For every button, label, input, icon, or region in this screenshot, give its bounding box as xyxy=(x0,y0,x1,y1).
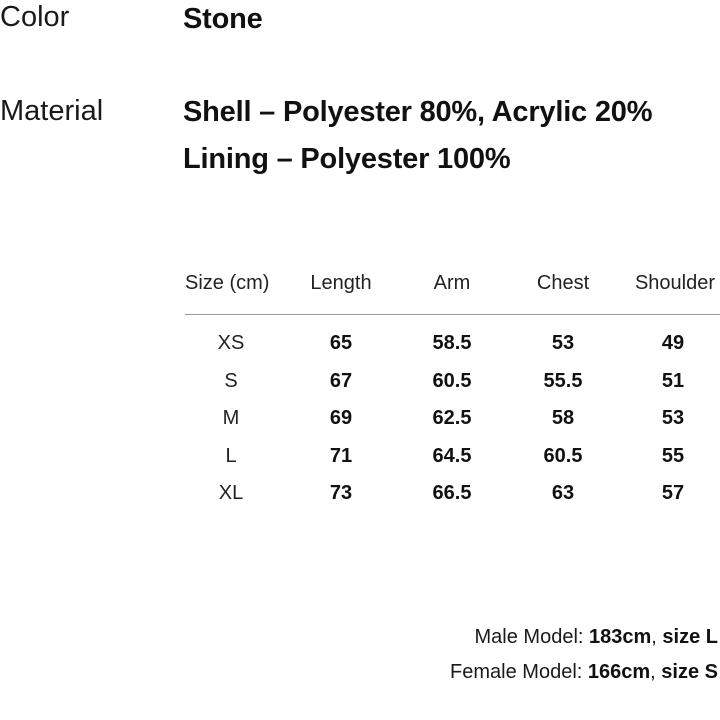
table-row xyxy=(185,370,720,408)
female-model-size: size S xyxy=(661,661,718,683)
cell-chest: 55.5 xyxy=(543,369,583,392)
header-chest: Chest xyxy=(536,272,590,294)
cell-shoulder: 51 xyxy=(661,369,685,392)
cell-chest: 60.5 xyxy=(543,444,583,467)
cell-size: S xyxy=(224,369,238,392)
cell-size: XS xyxy=(217,332,245,354)
table-row xyxy=(185,445,720,483)
female-model-info xyxy=(450,661,718,684)
cell-chest: 58 xyxy=(551,407,575,429)
cell-length: 67 xyxy=(329,369,353,392)
female-model-label: Female Model: xyxy=(450,661,583,683)
size-table-header xyxy=(185,272,720,304)
cell-size: L xyxy=(225,444,237,467)
header-size: Size (cm) xyxy=(185,272,270,294)
material-shell-line: Shell – Polyester 80%, Acrylic 20% xyxy=(183,96,653,128)
cell-chest: 53 xyxy=(551,332,575,354)
header-shoulder: Shoulder xyxy=(634,272,716,294)
cell-shoulder: 53 xyxy=(661,407,685,429)
cell-shoulder: 55 xyxy=(661,444,685,467)
cell-length: 71 xyxy=(329,444,353,467)
cell-shoulder: 57 xyxy=(661,482,685,504)
color-label: Color xyxy=(0,1,70,33)
cell-length: 65 xyxy=(329,332,353,354)
cell-arm: 60.5 xyxy=(432,369,472,392)
cell-size: XL xyxy=(218,482,244,504)
header-divider xyxy=(185,314,720,315)
female-model-height: 166cm xyxy=(587,661,651,683)
cell-arm: 62.5 xyxy=(432,407,472,429)
cell-length: 69 xyxy=(329,407,353,429)
female-model-separator: , xyxy=(650,661,656,683)
material-lining-line: Lining – Polyester 100% xyxy=(183,143,511,175)
table-row xyxy=(185,332,720,370)
cell-size: M xyxy=(222,407,240,429)
header-length: Length xyxy=(310,272,372,294)
male-model-height: 183cm xyxy=(589,626,652,648)
cell-chest: 63 xyxy=(551,482,575,504)
cell-length: 73 xyxy=(329,482,353,504)
table-row xyxy=(185,482,720,520)
male-model-separator: , xyxy=(651,626,657,648)
male-model-label: Male Model: xyxy=(474,626,584,648)
header-arm: Arm xyxy=(433,272,471,294)
cell-arm: 66.5 xyxy=(432,482,472,504)
size-table-body xyxy=(185,332,720,520)
cell-arm: 58.5 xyxy=(432,332,472,354)
color-value: Stone xyxy=(183,3,263,35)
size-table xyxy=(185,272,720,504)
male-model-info xyxy=(475,626,718,649)
cell-arm: 64.5 xyxy=(432,444,472,467)
cell-shoulder: 49 xyxy=(661,332,685,354)
male-model-size: size L xyxy=(662,626,718,648)
table-row xyxy=(185,407,720,445)
material-label: Material xyxy=(0,95,104,127)
